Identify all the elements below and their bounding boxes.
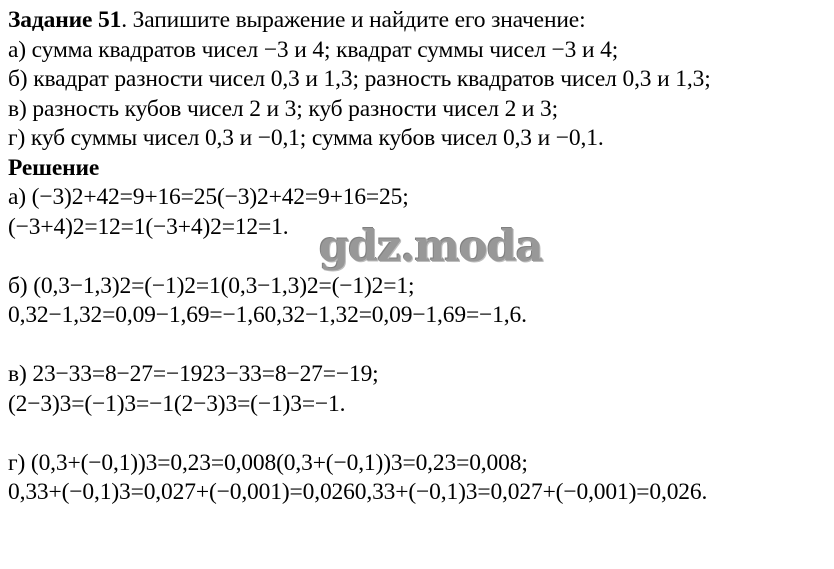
- spacer: [8, 331, 830, 361]
- document: [8, 6, 830, 508]
- spacer: [8, 419, 830, 449]
- solution-heading: Решение: [8, 154, 100, 181]
- watermark: gdz.moda: [319, 222, 543, 272]
- spacer: [8, 242, 830, 272]
- solution-b-line-1: б) (0,3−1,3)2=(−1)2=1(0,3−1,3)2=(−1)2=1;: [8, 272, 415, 299]
- solution-a-line-2: (−3+4)2=12=1(−3+4)2=12=1.: [8, 213, 289, 240]
- solution-g-line-2: 0,33+(−0,1)3=0,027+(−0,001)=0,0260,33+(−0,1)3=0,027+(−0,001)=0,026.: [8, 479, 708, 505]
- task-label: Задание 51: [8, 7, 122, 33]
- solution-b-line-2: 0,32−1,32=0,09−1,69=−1,60,32−1,32=0,09−1,69=−1,6.: [8, 302, 527, 328]
- task-item-v: в) разность кубов чисел 2 и 3; куб разности чисел 2 и 3;: [8, 95, 559, 122]
- task-item-g: г) куб суммы чисел 0,3 и −0,1; сумма кубов чисел 0,3 и −0,1.: [8, 125, 604, 151]
- solution-a-line-1: а) (−3)2+42=9+16=25(−3)2+42=9+16=25;: [8, 184, 409, 210]
- solution-g-line-1: г) (0,3+(−0,1))3=0,23=0,008(0,3+(−0,1))3=0,23=0,008;: [8, 449, 528, 476]
- solution-v-line-1: в) 23−33=8−27=−1923−33=8−27=−19;: [8, 361, 379, 387]
- task-header: [8, 6, 830, 36]
- solution-v-line-2: (2−3)3=(−1)3=−1(2−3)3=(−1)3=−1.: [8, 390, 346, 417]
- task-item-b: б) квадрат разности чисел 0,3 и 1,3; разность квадратов чисел 0,3 и 1,3;: [8, 66, 711, 92]
- task-instruction: . Запишите выражение и найдите его значение:: [121, 7, 586, 33]
- task-item-a: а) сумма квадратов чисел −3 и 4; квадрат суммы чисел −3 и 4;: [8, 36, 619, 63]
